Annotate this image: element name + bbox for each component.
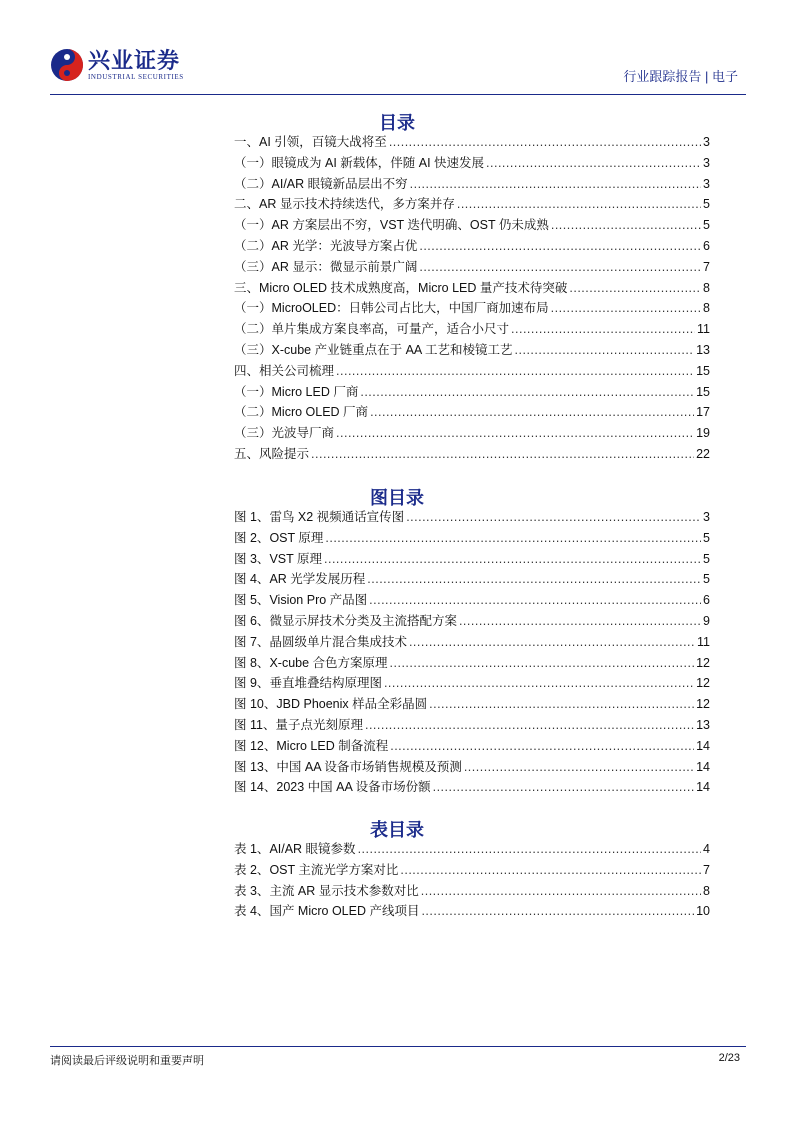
entry-number: 图 4、 (234, 572, 270, 587)
dot-leader (421, 904, 694, 918)
dot-leader (336, 426, 694, 440)
dot-leader (464, 760, 694, 774)
dot-leader (311, 447, 694, 461)
figure-entry[interactable] (234, 736, 710, 757)
entry-page-number: 17 (696, 405, 710, 420)
figure-entry[interactable] (234, 549, 710, 570)
dot-leader (336, 364, 694, 378)
dot-leader (367, 572, 701, 586)
dot-leader (551, 301, 701, 315)
entry-number: （二） (234, 176, 272, 191)
page-header (50, 46, 746, 94)
dot-leader (486, 156, 701, 170)
figure-entry[interactable] (234, 590, 710, 611)
figure-entry[interactable] (234, 632, 710, 653)
industrial-securities-logo-icon (50, 48, 84, 82)
entry-title: 风险提示 (259, 446, 310, 461)
entry-number: 表 4、 (234, 904, 270, 919)
entry-page-number: 15 (696, 384, 710, 399)
dot-leader (384, 676, 694, 690)
logo-chinese-name: 兴业证券 (88, 47, 181, 73)
entry-number: 图 7、 (234, 634, 270, 649)
entry-number: （三） (234, 426, 272, 441)
figure-entry[interactable] (234, 507, 710, 528)
toc-entry[interactable] (234, 361, 710, 382)
entry-title: AI 引领，百镜大战将至 (259, 135, 387, 149)
entry-page-number: 10 (696, 904, 710, 919)
entry-page-number: 12 (696, 697, 710, 712)
dot-leader (409, 635, 695, 649)
entry-number: （二） (234, 238, 272, 253)
entry-title: 量子点光刻原理 (275, 717, 363, 732)
entry-page-number: 5 (703, 572, 710, 587)
entry-title: OST 主流光学方案对比 (269, 862, 399, 877)
entry-title: JBD Phoenix 样品全彩晶圆 (276, 697, 428, 712)
entry-page-number: 3 (703, 510, 710, 524)
entry-title: 晶圆级单片混合集成技术 (269, 634, 407, 649)
entry-number: 图 3、 (234, 551, 270, 566)
entry-page-number: 5 (703, 551, 710, 566)
report-type-label: 行业跟踪报告 | 电子 (623, 69, 738, 84)
entry-number: 图 5、 (234, 593, 270, 608)
entry-number: 图 14、 (234, 780, 277, 795)
toc-entry[interactable] (234, 298, 710, 319)
disclaimer-notice: 请阅读最后评级说明和重要声明 (50, 1055, 204, 1067)
table-entry[interactable] (234, 901, 710, 922)
entry-number: 图 1、 (234, 510, 270, 524)
entry-title: AI/AR 眼镜参数 (269, 842, 356, 856)
entry-number: （二） (234, 322, 272, 337)
footer-divider (50, 1046, 746, 1047)
entry-page-number: 8 (703, 883, 710, 898)
entry-title: 2023 中国 AA 设备市场份额 (276, 780, 431, 795)
entry-title: AR 方案层出不穷，VST 迭代明确、OST 仍未成熟 (271, 218, 549, 233)
entry-page-number: 19 (696, 426, 710, 441)
entry-number: 五、 (234, 446, 260, 461)
entry-page-number: 6 (703, 593, 710, 608)
entry-page-number: 14 (696, 780, 710, 795)
figure-entry[interactable] (234, 694, 710, 715)
entry-title: 单片集成方案良率高，可量产，适合小尺寸 (271, 322, 510, 337)
entry-number: 图 9、 (234, 676, 270, 691)
entry-number: 四、 (234, 363, 260, 378)
table-entry[interactable] (234, 881, 710, 902)
figure-entry[interactable] (234, 569, 710, 590)
entry-number: 图 2、 (234, 530, 270, 545)
toc-entry[interactable] (234, 194, 710, 215)
entry-title: AR 光学发展历程 (269, 572, 366, 587)
entry-page-number: 5 (703, 530, 710, 545)
entry-title: Micro LED 制备流程 (276, 738, 389, 753)
entry-title: 主流 AR 显示技术参数对比 (269, 883, 419, 898)
dot-leader (410, 177, 701, 191)
dot-leader (400, 863, 701, 877)
dot-leader (433, 780, 694, 794)
dot-leader (421, 884, 701, 898)
figure-index-title: 图目录 (370, 488, 424, 508)
entry-page-number: 7 (703, 259, 710, 274)
table-entry[interactable] (234, 839, 710, 860)
entry-page-number: 14 (696, 738, 710, 753)
entry-page-number: 4 (703, 842, 710, 856)
figure-entry[interactable] (234, 653, 710, 674)
header-divider (50, 94, 746, 95)
entry-title: VST 原理 (269, 551, 322, 566)
dot-leader (324, 552, 701, 566)
entry-number: 图 13、 (234, 759, 277, 774)
entry-page-number: 12 (696, 676, 710, 691)
dot-leader (569, 281, 701, 295)
dot-leader (419, 239, 701, 253)
dot-leader (457, 197, 701, 211)
entry-page-number: 12 (696, 655, 710, 670)
figure-entry[interactable] (234, 611, 710, 632)
entry-page-number: 14 (696, 759, 710, 774)
entry-page-number: 13 (696, 342, 710, 357)
dot-leader (358, 842, 701, 856)
toc-title: 目录 (379, 113, 415, 133)
entry-number: （一） (234, 155, 272, 170)
entry-title: X-cube 产业链重点在于 AA 工艺和棱镜工艺 (271, 342, 513, 357)
entry-title: MicroOLED：日韩公司占比大，中国厂商加速布局 (271, 301, 549, 316)
entry-number: 图 12、 (234, 738, 277, 753)
toc-entry[interactable] (234, 215, 710, 236)
entry-title: 国产 Micro OLED 产线项目 (269, 904, 420, 919)
dot-leader (406, 510, 701, 524)
entry-page-number: 3 (703, 176, 710, 191)
entry-number: （一） (234, 384, 272, 399)
logo-english-name: INDUSTRIAL SECURITIES (88, 72, 184, 81)
dot-leader (459, 614, 701, 628)
dot-leader (325, 531, 701, 545)
dot-leader (390, 656, 695, 670)
entry-title: 相关公司梳理 (259, 363, 335, 378)
entry-page-number: 8 (703, 280, 710, 295)
entry-number: 表 1、 (234, 842, 270, 856)
entry-page-number: 15 (696, 363, 710, 378)
table-index-title: 表目录 (370, 820, 424, 840)
toc-list (234, 132, 710, 465)
entry-title: AR 光学：光波导方案占优 (271, 238, 418, 253)
dot-leader (389, 135, 701, 149)
entry-title: 中国 AA 设备市场销售规模及预测 (276, 759, 462, 774)
dot-leader (360, 385, 694, 399)
dot-leader (515, 343, 695, 357)
entry-title: AR 显示技术持续迭代，多方案并存 (259, 197, 455, 212)
toc-entry[interactable] (234, 319, 710, 340)
entry-title: 光波导厂商 (271, 426, 335, 441)
dot-leader (511, 322, 695, 336)
figure-entry[interactable] (234, 715, 710, 736)
entry-title: Micro OLED 厂商 (271, 405, 369, 420)
entry-page-number: 5 (703, 218, 710, 233)
entry-title: AI/AR 眼镜新品层出不穷 (271, 176, 408, 191)
dot-leader (370, 405, 694, 419)
dot-leader (419, 260, 701, 274)
entry-page-number: 8 (703, 301, 710, 316)
entry-page-number: 6 (703, 238, 710, 253)
toc-entry[interactable] (234, 174, 710, 195)
toc-entry[interactable] (234, 444, 710, 465)
entry-page-number: 5 (703, 197, 710, 212)
dot-leader (369, 593, 701, 607)
entry-title: Vision Pro 产品图 (269, 593, 368, 608)
entry-number: 图 10、 (234, 697, 277, 712)
entry-number: 图 8、 (234, 655, 270, 670)
toc-entry[interactable] (234, 132, 710, 153)
figure-entry[interactable] (234, 777, 710, 798)
entry-title: 雷鸟 X2 视频通话宣传图 (269, 510, 405, 524)
entry-page-number: 22 (696, 446, 710, 461)
toc-entry[interactable] (234, 423, 710, 444)
entry-number: （一） (234, 218, 272, 233)
entry-title: 微显示屏技术分类及主流搭配方案 (269, 613, 457, 628)
entry-title: 垂直堆叠结构原理图 (269, 676, 382, 691)
entry-number: 表 2、 (234, 862, 270, 877)
entry-number: 二、 (234, 197, 260, 212)
dot-leader (390, 739, 694, 753)
page-number: 2/23 (718, 1052, 740, 1064)
toc-entry[interactable] (234, 236, 710, 257)
entry-page-number: 9 (703, 613, 710, 628)
dot-leader (365, 718, 694, 732)
entry-number: （三） (234, 342, 272, 357)
dot-leader (551, 218, 701, 232)
figure-entry[interactable] (234, 757, 710, 778)
entry-number: 图 6、 (234, 613, 270, 628)
entry-page-number: 11 (697, 322, 710, 337)
entry-number: 三、 (234, 280, 260, 295)
entry-page-number: 3 (703, 135, 710, 149)
toc-entry[interactable] (234, 153, 710, 174)
toc-entry[interactable] (234, 382, 710, 403)
dot-leader (429, 697, 694, 711)
entry-number: 表 3、 (234, 883, 270, 898)
figure-entry[interactable] (234, 528, 710, 549)
figure-index-list (234, 507, 710, 798)
entry-number: 图 11、 (234, 717, 276, 732)
entry-number: （一） (234, 301, 272, 316)
entry-title: X-cube 合色方案原理 (269, 655, 388, 670)
toc-entry[interactable] (234, 340, 710, 361)
entry-title: Micro OLED 技术成熟度高，Micro LED 量产技术待突破 (259, 280, 568, 295)
entry-title: OST 原理 (269, 530, 324, 545)
entry-title: 眼镜成为 AI 新载体，伴随 AI 快速发展 (271, 155, 485, 170)
entry-page-number: 3 (703, 155, 710, 170)
entry-page-number: 13 (696, 717, 710, 732)
company-logo (50, 48, 184, 82)
toc-entry[interactable] (234, 257, 710, 278)
toc-entry[interactable] (234, 402, 710, 423)
entry-page-number: 11 (697, 634, 710, 649)
table-entry[interactable] (234, 860, 710, 881)
entry-title: Micro LED 厂商 (271, 384, 359, 399)
entry-page-number: 7 (703, 862, 710, 877)
entry-title: AR 显示：微显示前景广阔 (271, 259, 418, 274)
entry-number: 一、 (234, 135, 260, 149)
entry-number: （三） (234, 259, 272, 274)
table-index-list (234, 839, 710, 922)
figure-entry[interactable] (234, 673, 710, 694)
entry-number: （二） (234, 405, 272, 420)
toc-entry[interactable] (234, 278, 710, 299)
